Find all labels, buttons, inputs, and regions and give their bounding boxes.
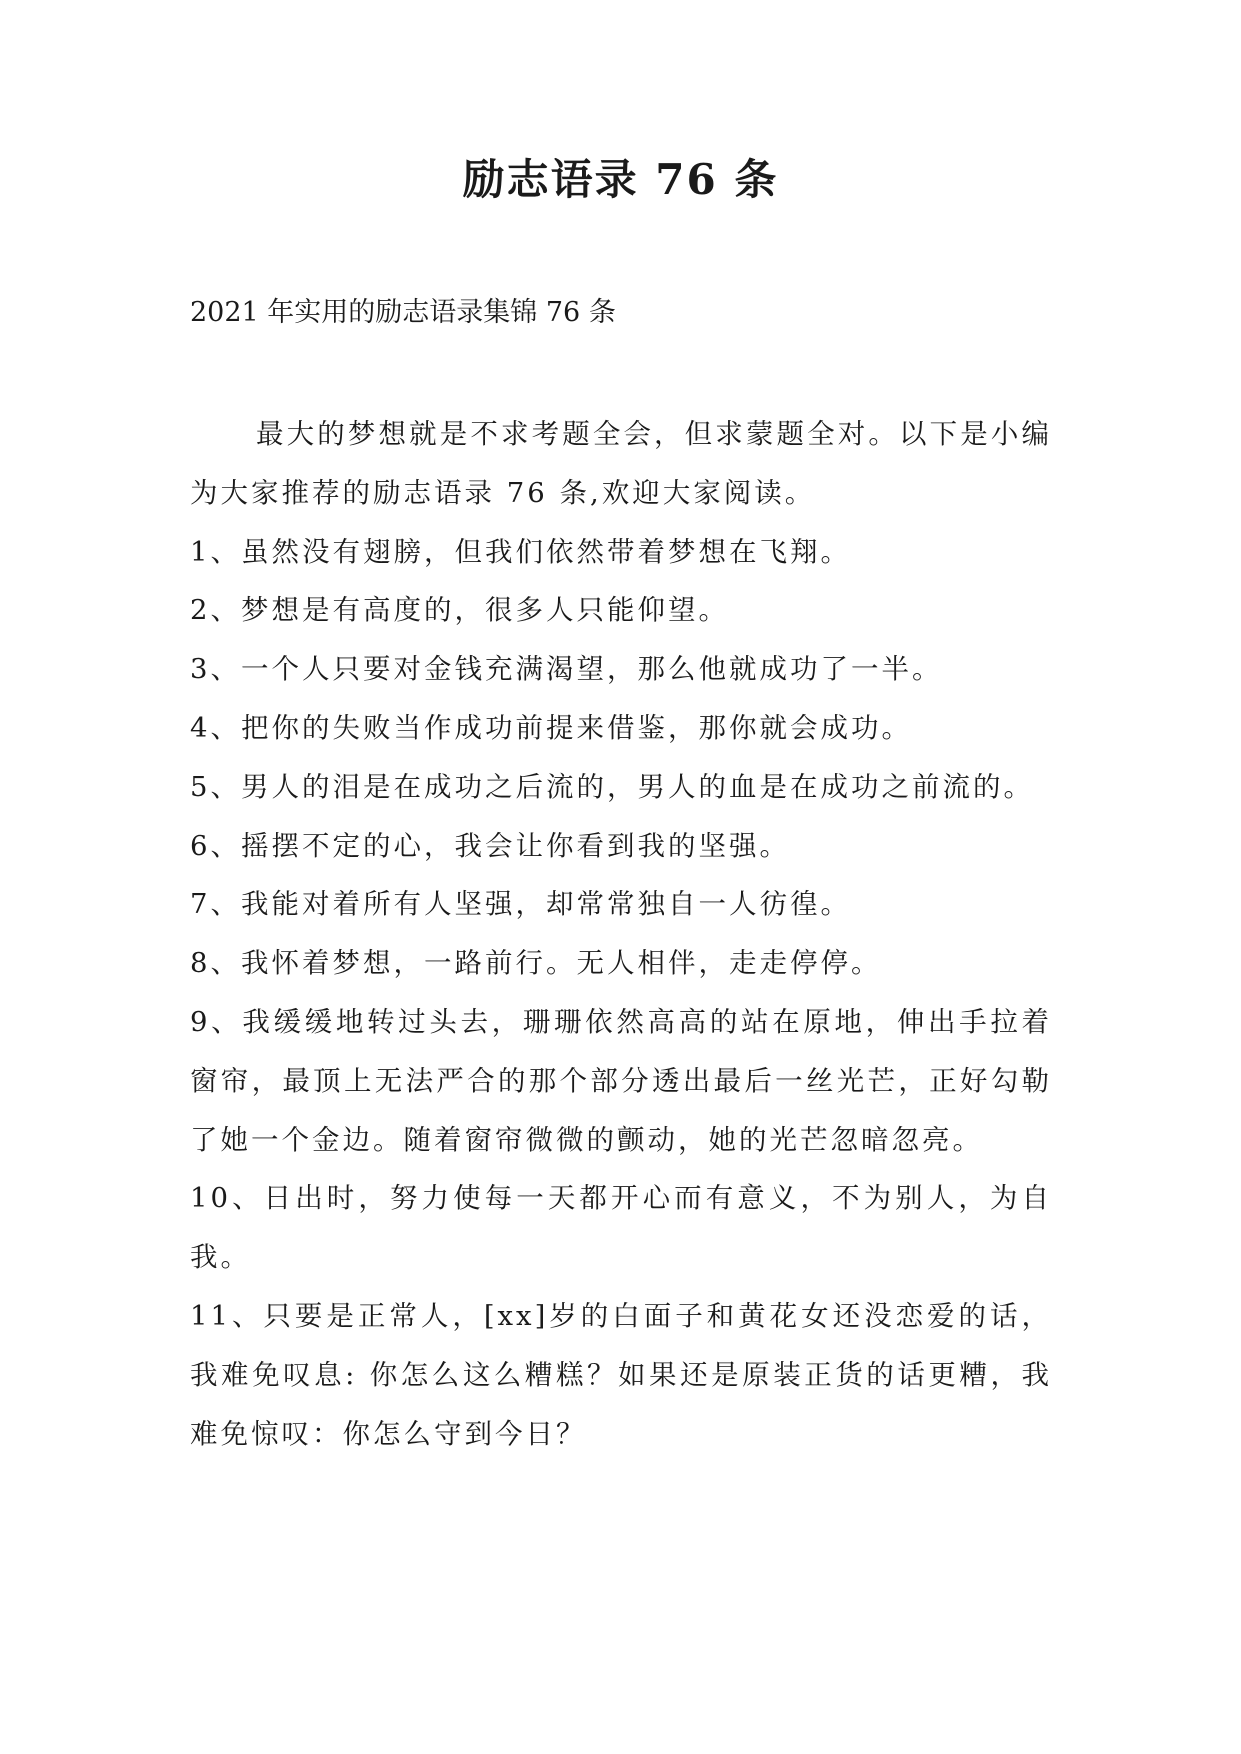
list-item: 4、把你的失败当作成功前提来借鉴，那你就会成功。 — [190, 711, 912, 744]
list-item: 9、我缓缓地转过头去，珊珊依然高高的站在原地，伸出手拉着窗帘，最顶上无法严合的那个部分透出最后一丝光芒，正好勾勒了她一个金边。随着窗帘微微的颤动，她的光芒忽暗忽亮。 — [190, 1005, 1052, 1156]
list-item: 8、我怀着梦想，一路前行。无人相伴，走走停停。 — [190, 947, 882, 980]
list-item: 10、日出时，努力使每一天都开心而有意义，不为别人，为自我。 — [190, 1182, 1052, 1274]
intro-paragraph: 最大的梦想就是不求考题全会，但求蒙题全对。以下是小编为大家推荐的励志语录 76 条,欢迎大家阅读。 — [190, 418, 1052, 509]
list-item: 11、只要是正常人，[xx]岁的白面子和黄花女还没恋爱的话，我难免叹息: 你怎么这么糟糕？如果还是原装正货的话更糟，我难免惊叹：你怎么守到今日？ — [190, 1299, 1052, 1450]
list-item: 5、男人的泪是在成功之后流的，男人的血是在成功之前流的。 — [190, 770, 1034, 803]
document-title: 励志语录 76 条 — [462, 155, 779, 204]
document-body — [190, 405, 1052, 1463]
list-item: 3、一个人只要对金钱充满渴望，那么他就成功了一半。 — [190, 653, 943, 686]
list-item: 2、梦想是有高度的，很多人只能仰望。 — [190, 594, 729, 627]
list-item: 6、摇摆不定的心，我会让你看到我的坚强。 — [190, 829, 790, 862]
list-item: 7、我能对着所有人坚强，却常常独自一人彷徨。 — [190, 888, 851, 921]
document-subtitle: 2021 年实用的励志语录集锦 76 条 — [190, 297, 616, 328]
list-item: 1、虽然没有翅膀，但我们依然带着梦想在飞翔。 — [190, 535, 851, 568]
